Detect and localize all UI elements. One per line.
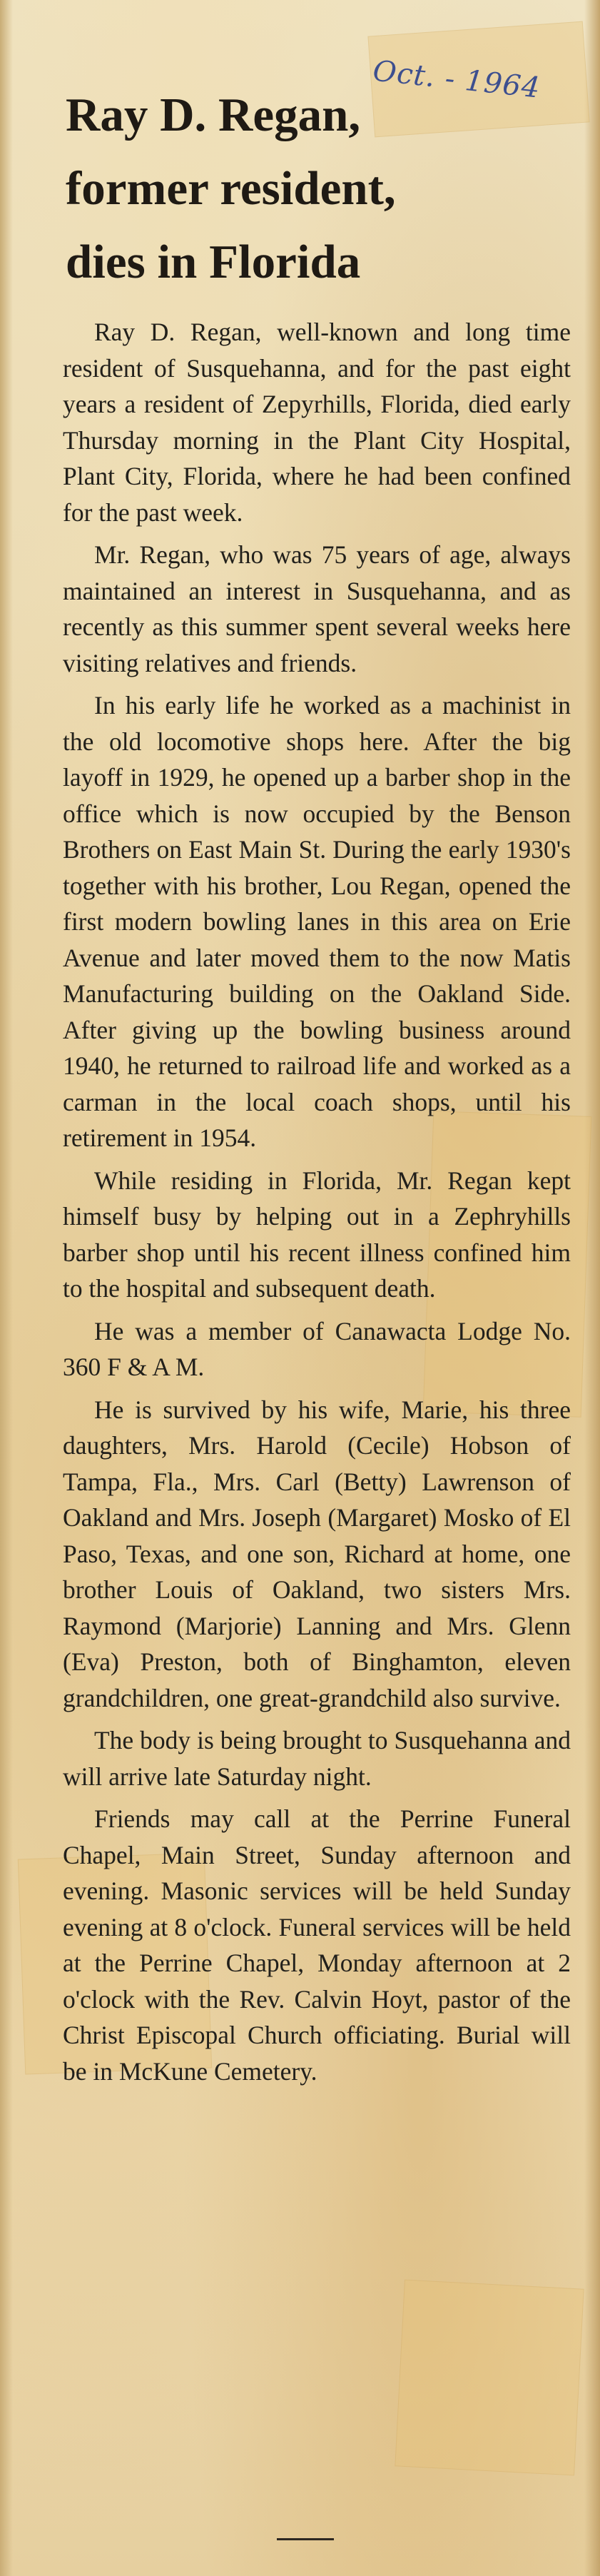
article-paragraph: He was a member of Canawacta Lodge No. 360 F & A M. <box>63 1316 571 1381</box>
article-body <box>63 314 571 2096</box>
headline-line: former resident, <box>66 162 396 215</box>
article-paragraph: In his early life he worked as a machinist in the old locomotive shops here. After the big layoff in 1929, he opened up a barber shop in the office which is now occupied by the Benson Brothers on East Main St. During the early 1930's together with his brother, Lou Regan, opened the first modern bowling lanes in this area on Erie Avenue and later moved them to the now Matis Manufacturing building on the Oakland Side. After giving up the bowling business around 1940, he returned to railroad life and worked as a carman in the local coach shops, until his retirement in 1954. <box>63 691 571 1152</box>
article-paragraph: While residing in Florida, Mr. Regan kept himself busy by helping out in a Zephryhills barber shop until his recent illness confined him to the hospital and subsequent death. <box>63 1166 571 1303</box>
article-paragraph: He is survived by his wife, Marie, his three daughters, Mrs. Harold (Cecile) Hobson of Tampa, Fla., Mrs. Carl (Betty) Lawrenson of Oakland and Mrs. Joseph (Margaret) Mosko of El Paso, Texas, and one son, Richard at home, one brother Louis of Oakland, two sisters Mrs. Raymond (Marjorie) Lanning and Mrs. Glenn (Eva) Preston, both of Binghamton, eleven grandchildren, one great-grandchild also survive. <box>63 1395 571 1712</box>
article-paragraph: The body is being brought to Susquehanna and will arrive late Saturday night. <box>63 1726 571 1791</box>
article-paragraph: Mr. Regan, who was 75 years of age, always maintained an interest in Susquehanna, and as recently as this summer spent several weeks here visiting relatives and friends. <box>63 540 571 677</box>
article-paragraph: Ray D. Regan, well-known and long time resident of Susquehanna, and for the past eight years a resident of Zepyrhills, Florida, died early Thursday morning in the Plant City Hospital, Plant City, Florida, where he had been confined for the past week. <box>63 318 571 527</box>
end-rule <box>277 2538 334 2540</box>
headline-line: dies in Florida <box>66 236 361 288</box>
paper-edge-right <box>584 0 600 2576</box>
tape-stain <box>395 2280 584 2476</box>
headline-line: Ray D. Regan, <box>66 89 361 141</box>
handwritten-date-note: Oct. - 1964 <box>371 54 542 105</box>
article-paragraph: Friends may call at the Perrine Funeral Chapel, Main Street, Sunday afternoon and evening. Masonic services will be held Sunday evening at 8 o'clock. Funeral services will be held at the Perrine Chapel, Monday afternoon at 2 o'clock with the Rev. Calvin Hoyt, pastor of the Christ Episcopal Church officiating. Burial will be in McKune Cemetery. <box>63 1804 571 2086</box>
paper-edge-left <box>0 0 13 2576</box>
headline <box>66 79 551 299</box>
